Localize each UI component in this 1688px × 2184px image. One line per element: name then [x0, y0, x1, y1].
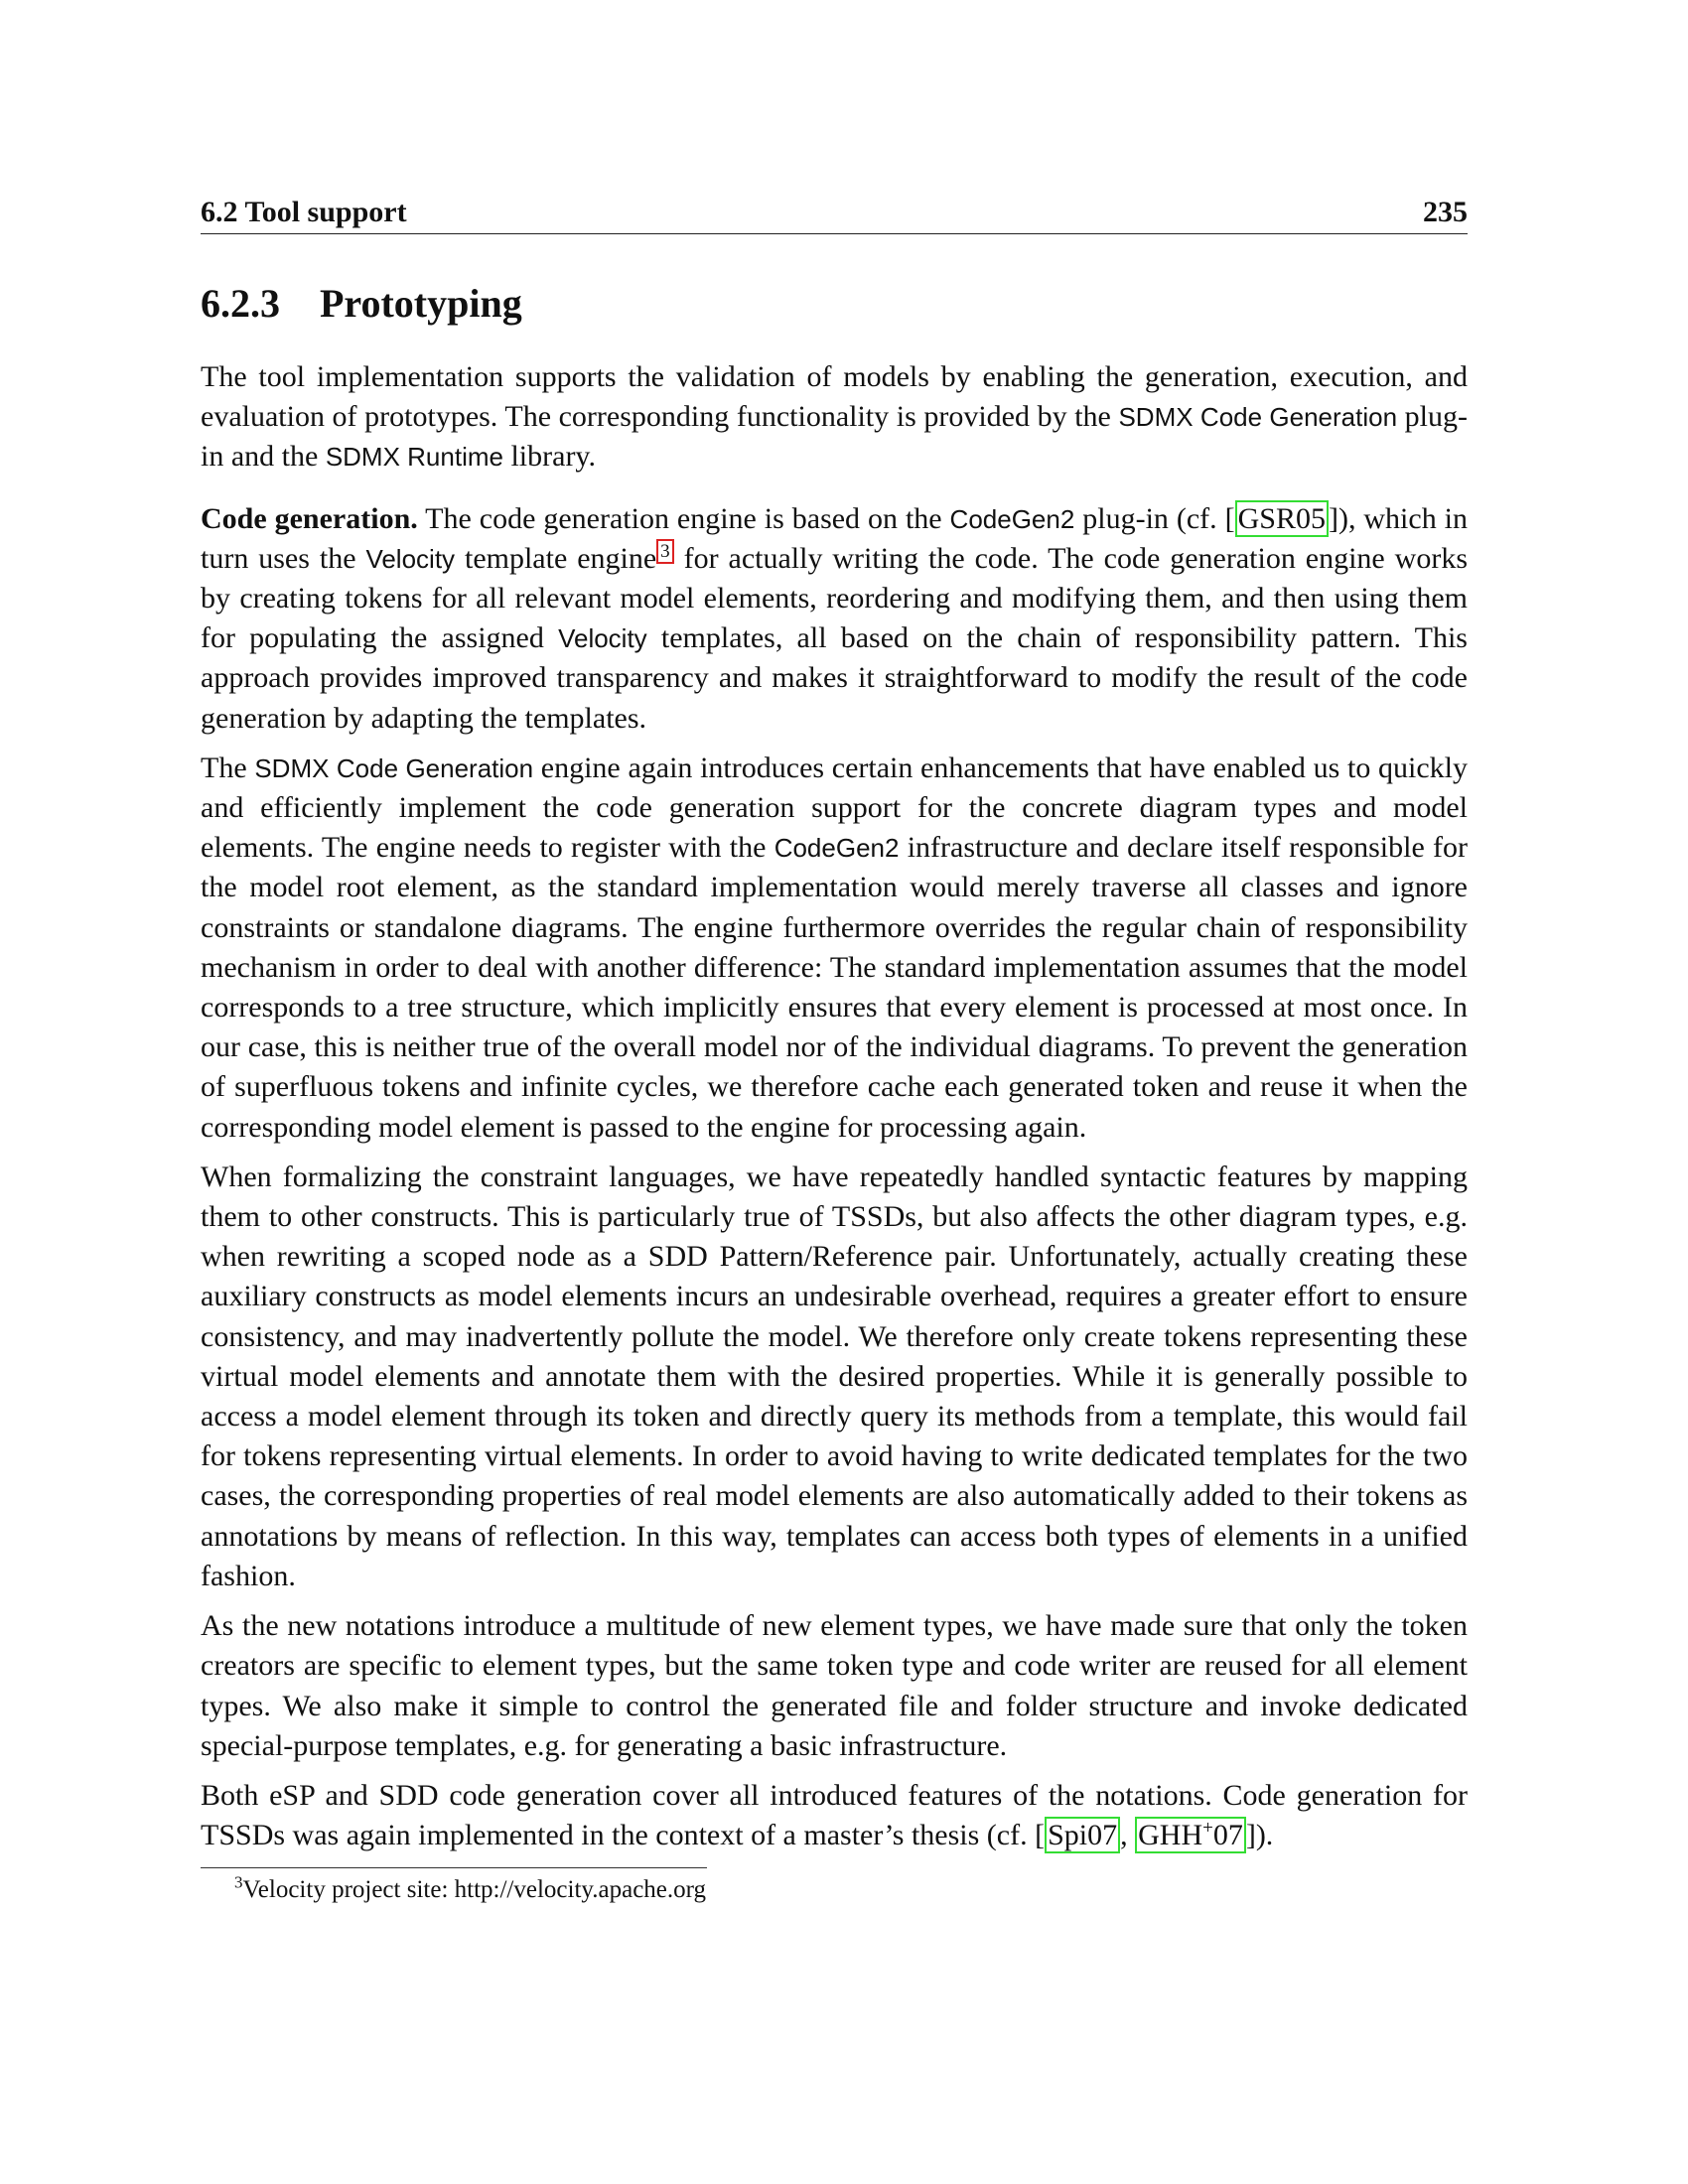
code-generation-paragraph: [201, 499, 1468, 739]
paragraph-text: The: [201, 751, 255, 784]
tool-name-sdmx-code-generation: SDMX Code Generation: [1118, 402, 1398, 433]
section-number: 6.2.3: [201, 281, 280, 326]
citation-link-spi07[interactable]: Spi07: [1045, 1817, 1120, 1853]
running-header: [201, 193, 1468, 234]
formalizing-paragraph: When formalizing the constraint languages, we have repeatedly handled syntactic features by mapping them to other constructs. This is particularly true of TSSDs, but also affects the other diagram types, e.g. when rewriting a scoped node as a SDD Pattern/Reference pair. Unfortunately, actually creating these auxiliary constructs as model elements incurs an undesirable overhead, requires a greater effort to ensure consistency, and may inadvertently pollute the model. We therefore only create tokens representing these virtual model elements and annotate them with the desired properties. While it is generally possible to access a model element through its token and directly query its methods from a template, this would fail for tokens representing virtual elements. In order to avoid having to write dedicated templates for the two cases, the corresponding properties of real model elements are also automatically added to their tokens as annotations by means of reflection. In this way, templates can access both types of elements in a unified fashion.: [201, 1160, 1468, 1592]
running-header-section: 6.2 Tool support: [201, 196, 407, 228]
footnote-reference-link[interactable]: 3: [656, 539, 674, 564]
engine-paragraph: [201, 749, 1468, 1148]
citation-text: GHH: [1138, 1819, 1203, 1852]
footnote-text: Velocity project site: http://velocity.apache.org: [242, 1876, 707, 1904]
tool-name-velocity: Velocity: [365, 543, 456, 574]
paragraph-text: infrastructure and declare itself responsible for the model root element, as the standard implementation would merely traverse all classes and ignore constraints or standalone diagrams. The engine furthermore overrides the regular chain of responsibility mechanism in order to deal with another difference: The standard implementation assumes that the model corresponds to a tree structure, which implicitly ensures that every element is processed at most once. In our case, this is neither true of the overall model nor of the individual diagrams. To prevent the generation of superfluous tokens and infinite cycles, we therefore cache each generated token and reuse it when the corresponding model element is passed to the engine for processing again.: [201, 831, 1468, 1144]
tool-name-sdmx-runtime: SDMX Runtime: [325, 442, 503, 473]
tool-name-codegen2: CodeGen2: [949, 503, 1075, 534]
intro-text: library.: [502, 440, 596, 474]
intro-text: plug-in and the: [201, 400, 1468, 474]
page-number: 235: [1423, 196, 1468, 228]
footnote-mark: 3: [234, 1872, 243, 1892]
tool-name-codegen2: CodeGen2: [774, 833, 900, 864]
paragraph-text: ]), which in turn uses the: [201, 501, 1468, 575]
paragraph-text: Both eSP and SDD code generation cover all introduced features of the notations. Code generation for TSSDs was again implemented in the context of a master’s thesis (cf. [: [201, 1778, 1468, 1852]
paragraph-text: engine again introduces certain enhancements that have enabled us to quickly and efficiently implement the code generation support for the concrete diagram types and model elements. The engine needs to register with the: [201, 751, 1468, 865]
paragraph-text: ]).: [1245, 1819, 1274, 1852]
footnote: [201, 1874, 1468, 1906]
citation-superscript: +: [1202, 1818, 1213, 1840]
footnote-rule: [201, 1867, 707, 1868]
section-title: Prototyping: [320, 281, 522, 326]
section-heading: [201, 280, 1468, 328]
citation-text: 07: [1212, 1819, 1243, 1852]
paragraph-text: for actually writing the code. The code generation engine works by creating tokens for all relevant model elements, reordering and modifying them, and then using them for populating the assigned: [201, 541, 1468, 655]
both-paragraph: [201, 1776, 1468, 1855]
tool-name-velocity: Velocity: [558, 623, 647, 654]
paragraph-text: The code generation engine is based on the: [417, 501, 950, 535]
tool-name-sdmx-code-generation: SDMX Code Generation: [254, 752, 534, 783]
notations-paragraph: As the new notations introduce a multitude of new element types, we have made sure that only the token creators are specific to element types, but the same token type and code writer are reused for all element types. We also make it simple to control the generated file and folder structure and invoke dedicated special-purpose templates, e.g. for generating a basic infrastructure.: [201, 1609, 1468, 1762]
paragraph-run-in-heading: Code generation.: [201, 501, 418, 535]
paragraph-text: templates, all based on the chain of responsibility pattern. This approach provides improved transparency and makes it straightforward to modify the result of the code generation by adapting the templates.: [201, 621, 1468, 735]
paragraph-text: plug-in (cf. [: [1074, 501, 1235, 535]
intro-text: The tool implementation supports the validation of models by enabling the generation, execution, and evaluation of prototypes. The corresponding functionality is provided by the: [201, 360, 1468, 434]
intro-paragraph: [201, 357, 1468, 478]
citation-separator: ,: [1120, 1819, 1136, 1852]
citation-link-ghh07[interactable]: [1135, 1817, 1246, 1853]
page-content: [201, 193, 1468, 1906]
citation-link-gsr05[interactable]: GSR05: [1235, 500, 1329, 537]
paragraph-text: template engine: [455, 541, 657, 575]
